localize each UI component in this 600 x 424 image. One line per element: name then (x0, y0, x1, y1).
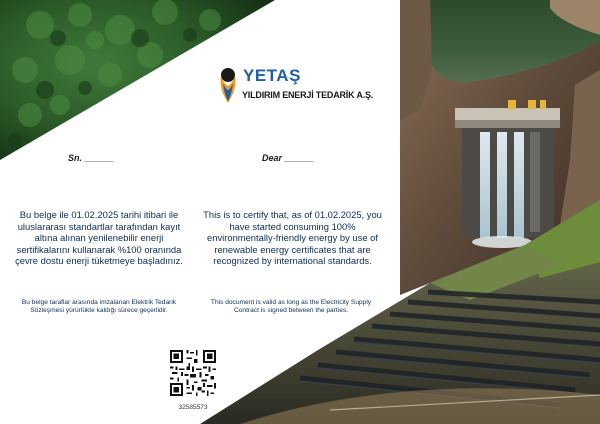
salutation-en: Dear ______ (262, 153, 315, 163)
brand-subtitle: YILDIRIM ENERJİ TEDARİK A.Ş. (242, 90, 374, 100)
qr-code-number: 32585573 (178, 404, 208, 411)
certificate-text-tr: Bu belge ile 01.02.2025 tarihi itibari ile uluslararası standartlar tarafından kayıt altına alınan yenilenebilir enerji sertifikalarını kullanarak %100 oranında çevre dostu enerji tüketmeye başladınız. (15, 209, 183, 267)
company-logo (216, 64, 376, 106)
validity-note-tr: Bu belge taraflar arasında imzalanan Elektrik Tedarik Sözleşmesi yürürlükte kaldığı sürece geçerlidir. (21, 299, 177, 315)
salutation-tr: Sn. ______ (68, 153, 115, 163)
certificate-text-en: This is to certify that, as of 01.02.2025, you have started consuming 100% environmentally-friendly energy by use of renewable energy certificates that are recognized by international standards. (203, 209, 382, 267)
validity-note-en: This document is valid as long as the Electricity Supply Contract is signed between the parties. (210, 299, 372, 315)
yetas-logo-icon (216, 66, 240, 104)
brand-name: YETAŞ (243, 66, 301, 85)
qr-code-icon (170, 350, 216, 396)
